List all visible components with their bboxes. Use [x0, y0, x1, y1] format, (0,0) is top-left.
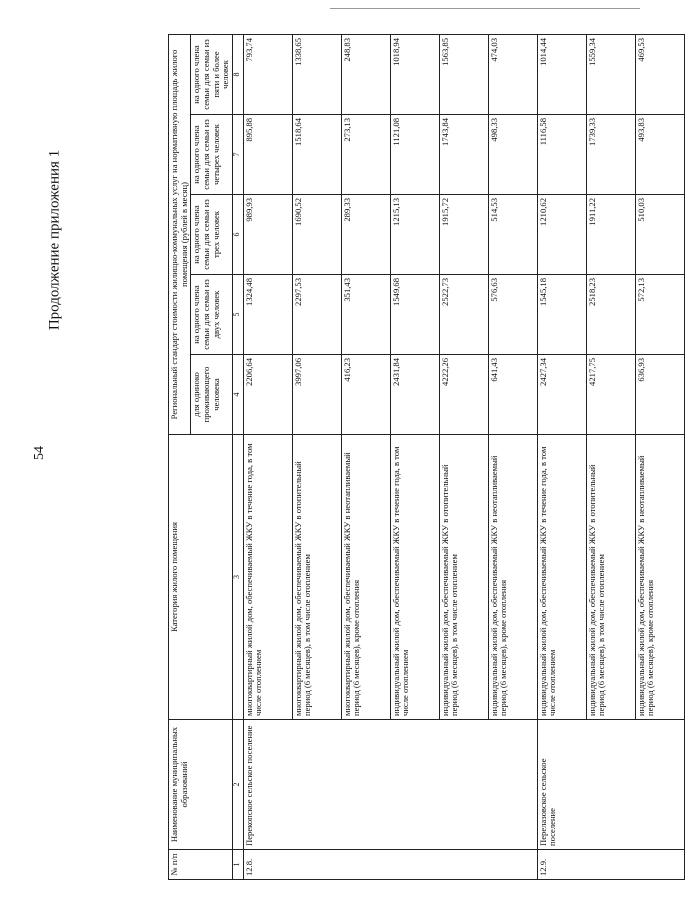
value-cell: 1014,44 — [537, 34, 586, 114]
value-cell: 895,88 — [243, 115, 292, 195]
rotated-table — [168, 35, 685, 880]
municipality-name: Перекопское сельское поселение — [243, 720, 537, 850]
value-cell: 2431,84 — [390, 355, 439, 435]
value-cell: 4222,26 — [439, 355, 488, 435]
header-category: Категория жилого помещения — [169, 435, 233, 720]
column-number: 1 — [232, 850, 243, 880]
value-cell: 1690,52 — [292, 195, 341, 275]
header-sub: на одного члена семьи для семьи из двух человек — [191, 275, 233, 355]
value-cell: 1338,65 — [292, 34, 341, 114]
value-cell: 1545,18 — [537, 275, 586, 355]
top-rule — [330, 8, 640, 9]
column-number: 4 — [232, 355, 243, 435]
page-number-text: 54 — [32, 446, 47, 460]
value-cell: 1739,33 — [586, 115, 635, 195]
value-cell: 510,03 — [635, 195, 684, 275]
column-number: 3 — [232, 435, 243, 720]
category-cell: индивидуальный жилой дом, обеспечиваемый ЖКУ в отопительный период (6 месяцев), в том числе отоплением — [439, 435, 488, 720]
municipality-name: Перелазовское сельское поселение — [537, 720, 684, 850]
category-cell: индивидуальный жилой дом, обеспечиваемый ЖКУ в неотапливаемый период (6 месяцев), кроме отопления — [488, 435, 537, 720]
row-number: 12.9. — [537, 850, 684, 880]
value-cell: 2518,23 — [586, 275, 635, 355]
value-cell: 1018,94 — [390, 34, 439, 114]
value-cell: 1559,34 — [586, 34, 635, 114]
value-cell: 1911,22 — [586, 195, 635, 275]
category-cell: многоквартирный жилой дом, обеспечиваемый ЖКУ в отопительный период (6 месяцев), в том числе отоплением — [292, 435, 341, 720]
value-cell: 416,23 — [341, 355, 390, 435]
table-row — [243, 34, 292, 879]
value-cell: 498,33 — [488, 115, 537, 195]
column-number: 6 — [232, 195, 243, 275]
value-cell: 1210,62 — [537, 195, 586, 275]
value-cell: 576,63 — [488, 275, 537, 355]
column-number: 5 — [232, 275, 243, 355]
column-number: 7 — [232, 115, 243, 195]
caption-text: Продолжение приложения 1 — [46, 149, 63, 331]
category-cell: индивидуальный жилой дом, обеспечиваемый ЖКУ в неотапливаемый период (6 месяцев), кроме отопления — [635, 435, 684, 720]
column-number: 8 — [232, 34, 243, 114]
value-cell: 1915,72 — [439, 195, 488, 275]
table-body — [169, 34, 685, 879]
value-cell: 474,03 — [488, 34, 537, 114]
value-cell: 3997,06 — [292, 355, 341, 435]
value-cell: 1121,08 — [390, 115, 439, 195]
value-cell: 989,93 — [243, 195, 292, 275]
value-cell: 514,53 — [488, 195, 537, 275]
value-cell: 1549,68 — [390, 275, 439, 355]
value-cell: 2522,73 — [439, 275, 488, 355]
value-cell: 1215,13 — [390, 195, 439, 275]
header-sub: на одного члена семьи для семьи из трех человек — [191, 195, 233, 275]
value-cell: 2427,34 — [537, 355, 586, 435]
category-cell: индивидуальный жилой дом, обеспечиваемый ЖКУ в течение года, в том числе отоплением — [537, 435, 586, 720]
value-cell: 1116,58 — [537, 115, 586, 195]
value-cell: 2206,64 — [243, 355, 292, 435]
value-cell: 248,83 — [341, 34, 390, 114]
column-numbers-row — [232, 34, 243, 879]
caption — [40, 149, 70, 331]
header-sub: для одиноко проживающего человека — [191, 355, 233, 435]
header-group: Региональный стандарт стоимости жилищно-коммунальных услуг на нормативную площадь жилого помещения (рублей в месяц) — [169, 34, 191, 434]
tariff-table — [168, 34, 685, 880]
table-row — [537, 34, 586, 879]
column-number: 2 — [232, 720, 243, 850]
value-cell: 1743,84 — [439, 115, 488, 195]
value-cell: 641,43 — [488, 355, 537, 435]
value-cell: 4217,75 — [586, 355, 635, 435]
value-cell: 1563,85 — [439, 34, 488, 114]
value-cell: 351,43 — [341, 275, 390, 355]
category-cell: многоквартирный жилой дом, обеспечиваемый ЖКУ в неотапливаемый период (6 месяцев), кроме отопления — [341, 435, 390, 720]
value-cell: 273,13 — [341, 115, 390, 195]
value-cell: 2297,53 — [292, 275, 341, 355]
header-sub: на одного члена семьи для семьи из пяти и более человек — [191, 34, 233, 114]
row-number: 12.8. — [243, 850, 537, 880]
header-name: Наименование муниципальных образований — [169, 720, 233, 850]
category-cell: индивидуальный жилой дом, обеспечиваемый ЖКУ в отопительный период (6 месяцев), в том числе отоплением — [586, 435, 635, 720]
header-sub: на одного члена семьи для семьи из четырех человек — [191, 115, 233, 195]
value-cell: 1324,48 — [243, 275, 292, 355]
value-cell: 1518,64 — [292, 115, 341, 195]
category-cell: многоквартирный жилой дом, обеспечиваемый ЖКУ в течение года, в том числе отоплением — [243, 435, 292, 720]
value-cell: 493,83 — [635, 115, 684, 195]
header-row-1 — [169, 34, 191, 879]
value-cell: 793,74 — [243, 34, 292, 114]
header-no: № п/п — [169, 850, 233, 880]
category-cell: индивидуальный жилой дом, обеспечиваемый ЖКУ в течение года, в том числе отоплением — [390, 435, 439, 720]
page-number — [30, 438, 50, 468]
value-cell: 636,93 — [635, 355, 684, 435]
value-cell: 572,13 — [635, 275, 684, 355]
value-cell: 469,53 — [635, 34, 684, 114]
value-cell: 289,33 — [341, 195, 390, 275]
